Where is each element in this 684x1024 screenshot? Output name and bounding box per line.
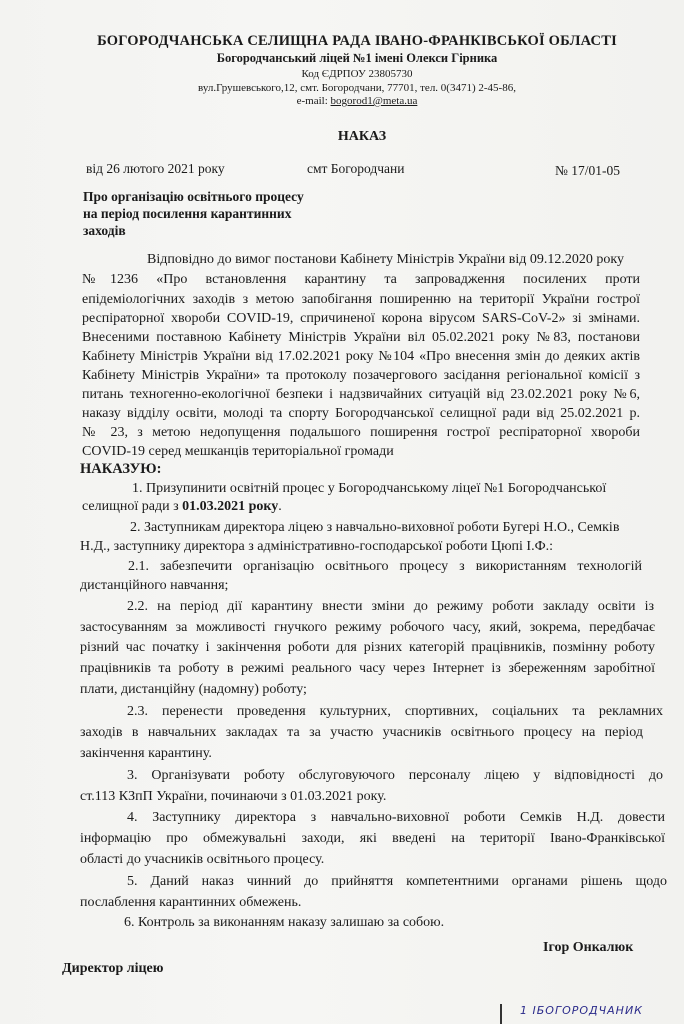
body-line: №1236 «Про встановлення карантину та запровадження посилених проти [82,272,640,287]
item-2-2-line: плати, дистанційну (надомну) роботу; [80,682,307,697]
edrpou-code: Код ЄДРПОУ 23805730 [301,68,413,80]
item-2-2-line: застосуванням за можливості гнучкого режиму робочого часу, який, зокрема, передбачає [80,620,655,635]
item-2-line: Н.Д., заступнику директора з адміністративно-господарської роботи Цюпі І.Ф.: [80,539,554,554]
item-2-2-line: працівників та роботу в режимі реального часу через Інтернет із збереженням заробітної [80,661,655,676]
body-line: питань техногенно-екологічної безпеки і надзвичайних ситуацій від 23.02.2021 року №6, [82,387,640,402]
item-1-end: . [278,499,282,514]
body-line: Кабінету Міністрів України» та протоколу позачергового засідання регіональної комісії з [82,368,640,383]
item-4-line: 4. Заступнику директора з навчально-виховної роботи Семків Н.Д. довести [127,810,665,825]
body-line: епідеміологічних заходів з метою запобігання поширенню на території України гострої [82,292,640,307]
item-5-line: 5. Даний наказ чинний до прийняття компетентними органами рішень щодо [127,874,667,889]
body-line: COVID-19 серед мешканців територіальної громади [82,444,394,459]
stamp-fragment: 1 ІБОГОРОДЧАНИК [500,1004,680,1024]
school-name: Богородчанський ліцей №1 імені Олекси Гірника [216,51,498,65]
signatory-name: Ігор Онкалюк [543,940,634,955]
school-address: вул.Грушевського,12, смт. Богородчани, 77701, тел. 0(3471) 2-45-86, [198,82,516,94]
item-6-line: 6. Контроль за виконанням наказу залишаю за собою. [124,915,445,930]
signatory-position: Директор ліцею [62,961,164,976]
item-2-1-line: дистанційного навчання; [80,578,229,593]
item-2-3-line: 2.3. перенести проведення культурних, спортивних, соціальних та рекламних [127,704,663,719]
item-2-2-line: різний час початку і закінчення роботи для різних категорій працівників, позмінну роботу [80,640,655,655]
email-label: e-mail: [296,95,331,107]
body-line: Внесеними поставною Кабінету Міністрів України віл 05.02.2021 року №83, постанови [82,330,640,345]
document-title: НАКАЗ [337,129,387,144]
item-4-line: області до учасників освітнього процесу. [80,852,325,867]
body-line: Кабінету Міністрів України від 17.02.2021 року №104 «Про внесення змін до деяких актів [82,349,640,364]
item-5-line: послаблення карантинних обмежень. [80,895,302,910]
body-line: респіраторної хвороби COVID-19, спричиненої корона вірусом SARS-CoV-2» зі змінами. [82,311,640,326]
item-4-line: інформацію про обмежувальні заходи, які введені на території Івано-Франківської [80,831,665,846]
order-subject: Про організацію освітнього процесу на період посилення карантинних заходів [83,189,304,238]
council-name: БОГОРОДЧАНСЬКА СЕЛИЩНА РАДА ІВАНО-ФРАНКІВСЬКОЇ ОБЛАСТІ [97,33,617,49]
item-1-date: 01.03.2021 року [182,499,279,514]
order-number: № 17/01-05 [555,163,621,178]
order-word: НАКАЗУЮ: [80,461,162,477]
body-line: наказу відділу освіти, молоді та спорту Богородчанської селищної ради від 25.02.2021 р. [82,406,640,421]
item-2-2-line: 2.2. на період дії карантину внести зміни до режиму роботи закладу освіти із [127,599,654,614]
order-place: смт Богородчани [307,161,405,176]
body-line: Відповідно до вимог постанови Кабінету Міністрів України від 09.12.2020 року [147,252,624,267]
item-1-line: 1. Призупинити освітній процес у Богородчанському ліцеї №1 Богородчанської [132,481,607,496]
email-line [30,95,684,107]
order-date: від 26 лютого 2021 року [86,161,225,176]
body-line: № 23, з метою недопущення подальшого поширення гострої респіраторної хвороби [82,425,640,440]
item-2-line: 2. Заступникам директора ліцею з навчально-виховної роботи Бугері Н.О., Семків [130,520,620,535]
item-1-text: селищної ради з [82,499,183,514]
item-2-3-line: закінчення карантину. [80,746,212,761]
item-2-1-line: 2.1. забезпечити організацію освітнього процесу з використанням технологій [128,559,642,574]
item-2-3-line: заходів в навчальних закладах та за участю учасників освітнього процесу на період [80,725,643,740]
item-3-line: 3. Організувати роботу обслуговуючого персоналу ліцею у відповідності до [127,768,663,783]
email-link[interactable]: bogorod1@meta.ua [330,95,418,107]
item-3-line: ст.113 КЗпП України, починаючи з 01.03.2021 року. [80,789,387,804]
item-1-line [82,499,282,515]
